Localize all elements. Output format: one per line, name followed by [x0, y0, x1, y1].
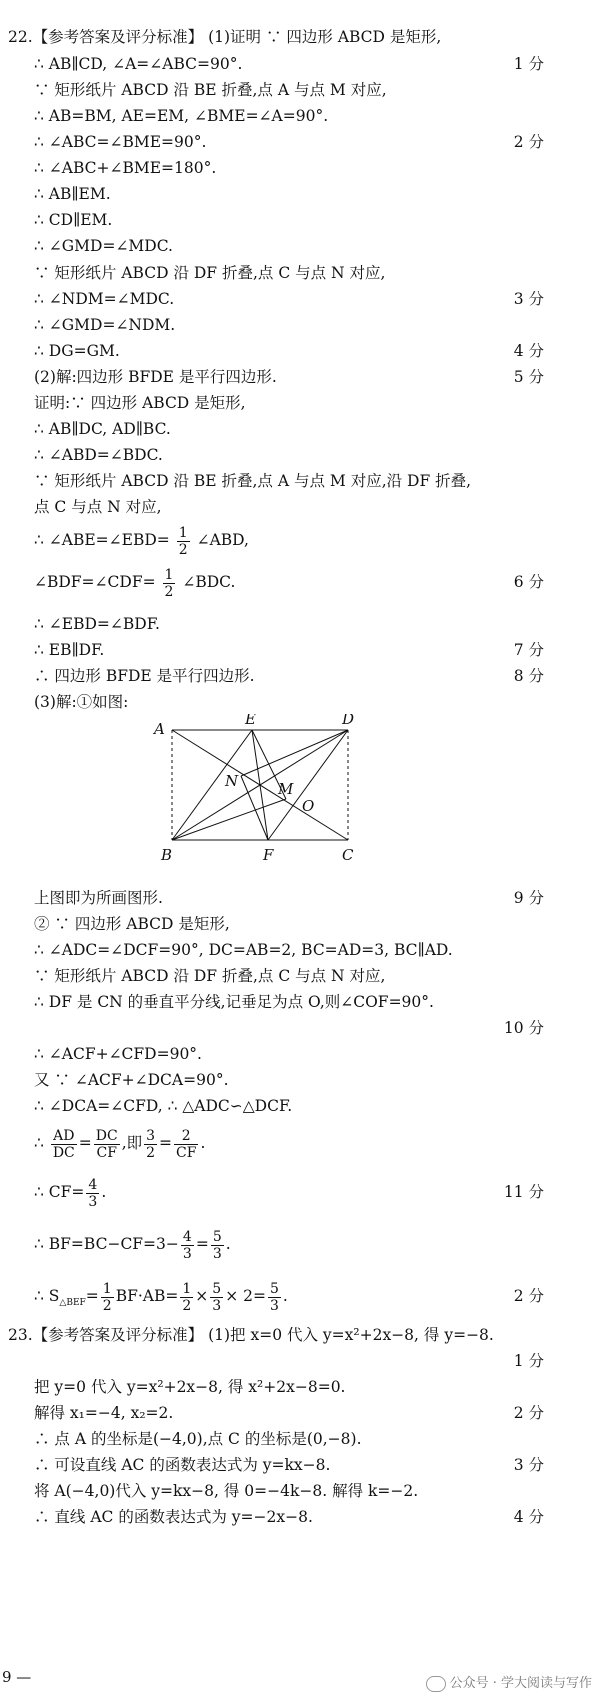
- text: ∠BDC.: [182, 573, 236, 591]
- text-line: [0, 885, 600, 911]
- line-text: ∴ 四边形 BFDE 是平行四边形.: [34, 667, 255, 685]
- text-line: [0, 1478, 600, 1504]
- label-e: E: [245, 714, 256, 728]
- score: 4 分: [513, 342, 544, 360]
- line-text: ∴ DG=GM.: [34, 342, 120, 360]
- score: 2 分: [513, 1404, 544, 1422]
- geometry-figure: [150, 714, 380, 874]
- text-line: [0, 611, 600, 637]
- line-text: ∴ AB∥EM.: [34, 185, 111, 203]
- text-line: [0, 286, 600, 312]
- text-line: [0, 1041, 600, 1067]
- line-text: ∴ ∠ABC=∠BME=90°.: [34, 133, 207, 151]
- line-text: ∵ 矩形纸片 ABCD 沿 DF 折叠,点 C 与点 N 对应,: [34, 967, 386, 985]
- score: 11 分: [503, 1183, 544, 1201]
- text-line: [0, 103, 600, 129]
- line-text: ∴ 可设直线 AC 的函数表达式为 y=kx−8.: [34, 1456, 331, 1474]
- text: ∠ABD,: [196, 531, 249, 549]
- text-line: [0, 1015, 600, 1041]
- line-text: ∴ ∠DCA=∠CFD, ∴ △ADC∽△DCF.: [34, 1097, 293, 1115]
- score: 7 分: [513, 641, 544, 659]
- text-line: [0, 416, 600, 442]
- line-text: ∴ AB=BM, AE=EM, ∠BME=∠A=90°.: [34, 107, 329, 125]
- score: 5 分: [513, 368, 544, 386]
- wechat-icon: [426, 1676, 446, 1692]
- text-line: [0, 181, 600, 207]
- line-text: ∴ AB∥DC, AD∥BC.: [34, 420, 171, 438]
- fraction: $\frac{1}{2}$: [164, 566, 174, 600]
- text-line: [0, 1093, 600, 1119]
- line-text: ∵ 矩形纸片 ABCD 沿 BE 折叠,点 A 与点 M 对应,沿 DF 折叠,: [34, 472, 472, 490]
- label-m: M: [278, 780, 294, 798]
- text-line: [0, 442, 600, 468]
- line-text: ∴ ∠GMD=∠NDM.: [34, 316, 176, 334]
- score: 2 分: [513, 133, 544, 151]
- line-text: (2)解:四边形 BFDE 是平行四边形.: [34, 368, 277, 386]
- line-text: 证明:∵ 四边形 ABCD 是矩形,: [34, 394, 246, 412]
- label-a: A: [154, 720, 165, 738]
- text-line: [0, 494, 600, 520]
- segment-nd: [241, 730, 348, 776]
- text-line: [0, 364, 600, 390]
- line-text: ∴ ∠GMD=∠MDC.: [34, 237, 173, 255]
- line-text: ∴ ∠NDM=∠MDC.: [34, 290, 175, 308]
- label-d: D: [342, 714, 355, 728]
- line-text: ∴ 直线 AC 的函数表达式为 y=−2x−8.: [34, 1508, 313, 1526]
- line-text: 将 A(−4,0)代入 y=kx−8, 得 0=−4k−8. 解得 k=−2.: [34, 1482, 419, 1500]
- text-line: [0, 1374, 600, 1400]
- page-number: 9 —: [2, 1668, 32, 1686]
- watermark: [426, 1672, 592, 1692]
- fraction-line-abe: [0, 520, 600, 560]
- line-text: 上图即为所画图形.: [34, 889, 163, 907]
- line-text: ∴ ∠ABD=∠BDC.: [34, 446, 163, 464]
- line-text: ∴ ∠ACF+∠CFD=90°.: [34, 1045, 202, 1063]
- fraction: $\frac{1}{2}$: [178, 524, 188, 558]
- text-line: [0, 911, 600, 937]
- line-text: 又 ∵ ∠ACF+∠DCA=90°.: [34, 1071, 229, 1089]
- label-b: B: [161, 846, 173, 864]
- text-line: [0, 663, 600, 689]
- text-line: [0, 24, 600, 50]
- line-text: ∵ 矩形纸片 ABCD 沿 BE 折叠,点 A 与点 M 对应,: [34, 81, 387, 99]
- line-text: ∴ 点 A 的坐标是(−4,0),点 C 的坐标是(0,−8).: [34, 1430, 362, 1448]
- line-text: 22.【参考答案及评分标准】 (1)证明 ∵ 四边形 ABCD 是矩形,: [8, 28, 442, 46]
- text-line: [0, 689, 600, 715]
- segment-nf: [241, 776, 268, 840]
- label-o: O: [302, 797, 315, 815]
- score: 3 分: [513, 1456, 544, 1474]
- text-line: [0, 260, 600, 286]
- fraction-line-cf: ∴ CF= $\frac{4}{3}$ . 11 分: [0, 1172, 600, 1212]
- line-text: 点 C 与点 N 对应,: [34, 498, 162, 516]
- text-line: [0, 1348, 600, 1374]
- text-line: [0, 637, 600, 663]
- line-text: 把 y=0 代入 y=x²+2x−8, 得 x²+2x−8=0.: [34, 1378, 346, 1396]
- line-text: ∴ ∠EBD=∠BDF.: [34, 615, 160, 633]
- score: 4 分: [513, 1508, 544, 1526]
- score: 1 分: [513, 55, 544, 73]
- text-line: [0, 1400, 600, 1426]
- score: 6 分: [513, 573, 544, 591]
- text-line: [0, 1504, 600, 1530]
- score: 1 分: [513, 1352, 544, 1370]
- line-text: ∴ CD∥EM.: [34, 211, 113, 229]
- text-line: [0, 207, 600, 233]
- text-line: [0, 1452, 600, 1478]
- line-text: ∴ ∠ADC=∠DCF=90°, DC=AB=2, BC=AD=3, BC∥AD.: [34, 941, 453, 959]
- text-line: [0, 1322, 600, 1348]
- score: 9 分: [513, 889, 544, 907]
- text: ∴ ∠ABE=∠EBD=: [34, 531, 170, 549]
- text-line: [0, 129, 600, 155]
- line-text: 解得 x₁=−4, x₂=2.: [34, 1404, 174, 1422]
- text-line: [0, 233, 600, 259]
- segment-be: [172, 730, 252, 840]
- line-text: ∵ 矩形纸片 ABCD 沿 DF 折叠,点 C 与点 N 对应,: [34, 264, 386, 282]
- line-text: ∴ ∠ABC+∠BME=180°.: [34, 159, 217, 177]
- text-line: [0, 312, 600, 338]
- line-text: ② ∵ 四边形 ABCD 是矩形,: [34, 915, 230, 933]
- line-text: ∴ AB∥CD, ∠A=∠ABC=90°.: [34, 55, 243, 73]
- score: 8 分: [513, 667, 544, 685]
- line-text: ∴ EB∥DF.: [34, 641, 105, 659]
- text: ∠BDF=∠CDF=: [34, 573, 156, 591]
- line-text: 23.【参考答案及评分标准】 (1)把 x=0 代入 y=x²+2x−8, 得 y=−8.: [8, 1326, 494, 1344]
- fraction-line-bf: ∴ BF=BC−CF=3− $\frac{4}{3}$ = $\frac{5}{3}$ .: [34, 1228, 231, 1262]
- score: 3 分: [513, 290, 544, 308]
- text-line: [0, 937, 600, 963]
- fraction-line-ratio: ∴ $\frac{AD}{DC}$ = $\frac{DC}{CF}$ ,即 $\frac{3}{2}$ = $\frac{2}{CF}$ .: [34, 1127, 206, 1161]
- fraction-line-bdf: [0, 562, 600, 602]
- label-c: C: [342, 846, 354, 864]
- line-text: ∴ DF 是 CN 的垂直平分线,记垂足为点 O,则∠COF=90°.: [34, 993, 434, 1011]
- text-line: [0, 1426, 600, 1452]
- score: 2 分: [513, 1287, 544, 1305]
- text-line: [0, 77, 600, 103]
- label-n: N: [225, 772, 239, 790]
- text-line: [0, 338, 600, 364]
- label-f: F: [263, 846, 274, 864]
- text-line: [0, 1067, 600, 1093]
- line-text: (3)解:①如图:: [34, 693, 129, 711]
- segment-bm: [172, 799, 286, 840]
- text-line: [0, 155, 600, 181]
- text-line: [0, 468, 600, 494]
- text-line: [0, 963, 600, 989]
- text-line: [0, 51, 600, 77]
- text-line: [0, 989, 600, 1015]
- watermark-text: 公众号 · 学大阅读与写作: [449, 1676, 592, 1691]
- score: 10 分: [503, 1019, 544, 1037]
- fraction-line-area: ∴ $S_{\triangle BEF}=$ $\frac{1}{2}$ BF·AB= $\frac{1}{2}$ × $\frac{5}{3}$ × 2= $\frac{5}{3}$ . 2 分: [0, 1276, 600, 1316]
- text-line: [0, 390, 600, 416]
